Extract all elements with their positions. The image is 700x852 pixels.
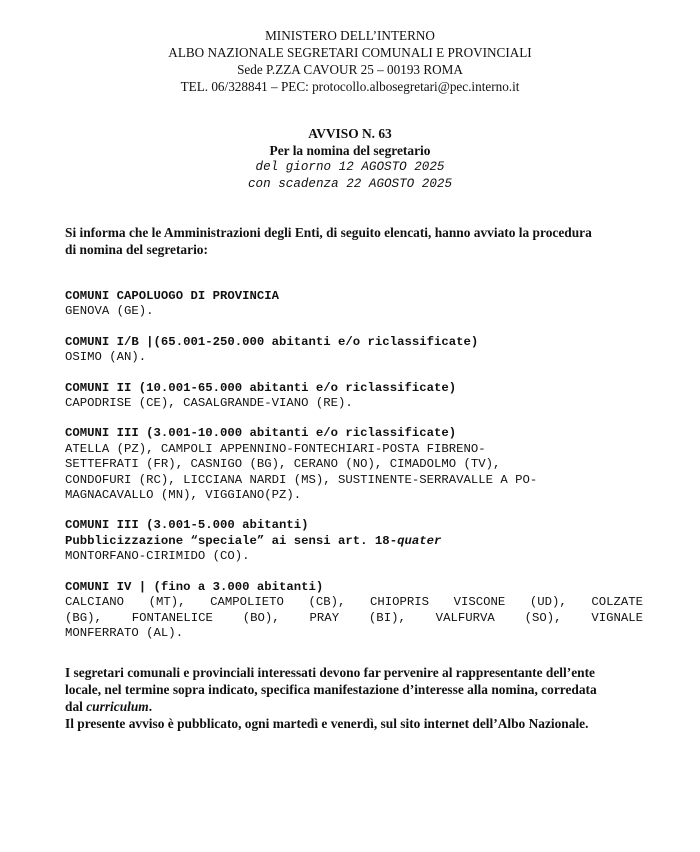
footer-line: I segretari comunali e provinciali interessati devono far pervenire al rappresentante dell’ente xyxy=(65,665,595,680)
intro-line: Si informa che le Amministrazioni degli Enti, di seguito elencati, hanno avviato la procedura xyxy=(65,225,592,240)
municipality-sections xyxy=(65,289,643,656)
notice-deadline: con scadenza 22 AGOSTO 2025 xyxy=(247,177,453,191)
section-capoluogo xyxy=(65,289,643,320)
letterhead xyxy=(0,27,700,95)
municipality-list-line: MONFERRATO (AL). xyxy=(65,625,184,640)
notice-date: del giorno 12 AGOSTO 2025 xyxy=(255,160,445,174)
section-heading: COMUNI CAPOLUOGO DI PROVINCIA xyxy=(65,289,280,303)
section-heading: COMUNI III (3.001-5.000 abitanti) xyxy=(65,518,309,533)
section-heading: COMUNI I/B |(65.001-250.000 abitanti e/o riclassificate) xyxy=(65,334,479,349)
municipality-list-line: SETTEFRATI (FR), CASNIGO (BG), CERANO (NO), CIMADOLMO (TV), xyxy=(65,457,501,472)
note-italic: quater xyxy=(397,533,442,548)
note-text: Pubblicizzazione “speciale” ai sensi art. 18- xyxy=(65,533,398,548)
special-publication-note xyxy=(65,534,643,549)
notice-subject: Per la nomina del segretario xyxy=(269,143,431,158)
notice-number: AVVISO N. 63 xyxy=(308,126,392,141)
municipality-list-line: ATELLA (PZ), CAMPOLI APPENNINO-FONTECHIARI-POSTA FIBRENO- xyxy=(65,441,486,456)
section-class-ib xyxy=(65,335,643,366)
contact-info: TEL. 06/328841 – PEC: protocollo.albosegretari@pec.interno.it xyxy=(180,79,520,94)
registry-name: ALBO NAZIONALE SEGRETARI COMUNALI E PROVINCIALI xyxy=(168,45,532,60)
municipality-list: GENOVA (GE). xyxy=(65,304,154,319)
publication-note: Il presente avviso è pubblicato, ogni martedì e venerdì, sul sito internet dell’Albo Nazionale. xyxy=(65,716,589,731)
section-heading: COMUNI IV | (fino a 3.000 abitanti) xyxy=(65,579,324,594)
municipality-list: CAPODRISE (CE), CASALGRANDE-VIANO (RE). xyxy=(65,396,353,411)
municipality-list-line: MAGNACAVALLO (MN), VIGGIANO(PZ). xyxy=(65,488,302,503)
intro-paragraph xyxy=(65,224,640,258)
section-class-iii xyxy=(65,426,643,503)
footer-text: dal xyxy=(65,699,87,714)
footer-line: locale, nel termine sopra indicato, specifica manifestazione d’interesse alla nomina, corredata xyxy=(65,682,597,697)
footer-italic: curriculum xyxy=(86,699,149,714)
municipality-list-line: CALCIANO (MT), CAMPOLIETO (CB), CHIOPRIS VISCONE (UD), COLZATE xyxy=(65,595,643,610)
ministry-name: MINISTERO DELL’INTERNO xyxy=(265,28,435,43)
office-address: Sede P.ZZA CAVOUR 25 – 00193 ROMA xyxy=(237,62,463,77)
intro-line: di nomina del segretario: xyxy=(65,242,208,257)
closing-paragraph xyxy=(65,664,640,732)
municipality-list-line: CONDOFURI (RC), LICCIANA NARDI (MS), SUSTINENTE-SERRAVALLE A PO- xyxy=(65,472,538,487)
municipality-list: MONTORFANO-CIRIMIDO (CO). xyxy=(65,549,250,564)
section-heading: COMUNI III (3.001-10.000 abitanti e/o riclassificate) xyxy=(65,426,457,441)
municipality-list: OSIMO (AN). xyxy=(65,350,147,365)
section-class-iv xyxy=(65,580,643,642)
municipality-list-line: (BG), FONTANELICE (BO), PRAY (BI), VALFURVA (SO), VIGNALE xyxy=(65,610,643,625)
footer-text: . xyxy=(148,699,153,714)
notice-title-block xyxy=(0,125,700,193)
section-class-ii xyxy=(65,381,643,412)
section-heading: COMUNI II (10.001-65.000 abitanti e/o riclassificate) xyxy=(65,380,457,395)
section-class-iii-special xyxy=(65,518,643,564)
footer-line xyxy=(65,698,640,715)
